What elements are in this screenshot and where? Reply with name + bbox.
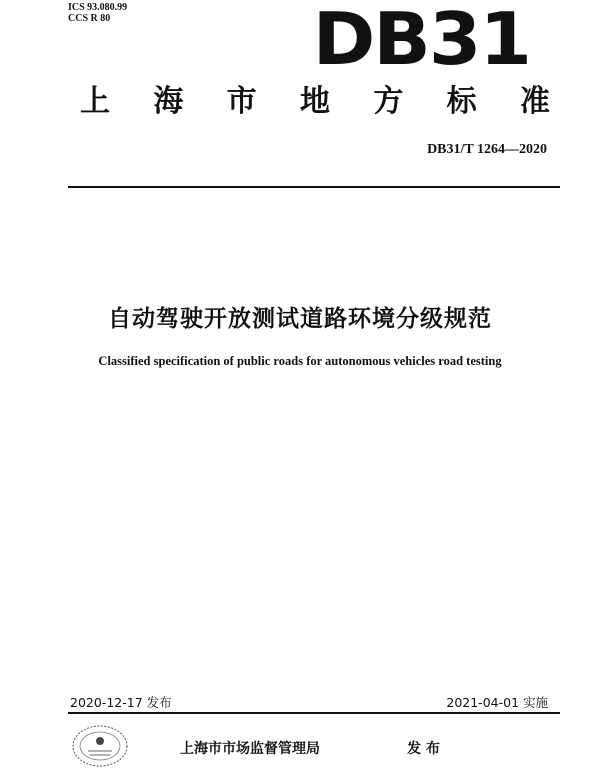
category-char: 上 (80, 84, 110, 119)
category-char: 市 (226, 84, 257, 119)
document-title-cn: 自动驾驶开放测试道路环境分级规范 (108, 306, 492, 332)
seal-icon (70, 723, 130, 769)
standard-number: DB31/T 1264—2020 (427, 142, 547, 157)
implement-date: 2021-04-01 实施 (446, 695, 548, 710)
top-divider (68, 186, 560, 188)
publisher-name: 上海市市场监督管理局 (180, 741, 320, 757)
category-char: 地 (299, 84, 330, 119)
category-char: 准 (519, 84, 550, 119)
standard-category (80, 82, 550, 122)
ics-code: ICS 93.080.99 (68, 2, 128, 13)
document-title-en: Classified specification of public roads for autonomous vehicles road testing (98, 354, 502, 368)
publisher-line (180, 738, 440, 758)
publisher-action: 发 布 (407, 741, 440, 757)
category-char: 方 (373, 84, 404, 119)
category-char: 海 (153, 84, 184, 119)
bottom-divider (68, 712, 560, 714)
ccs-code: CCS R 80 (68, 13, 111, 24)
db31-logo: DB31 (312, 0, 530, 81)
issue-date: 2020-12-17 发布 (70, 695, 172, 710)
classification-codes (68, 2, 127, 24)
category-char: 标 (446, 84, 477, 119)
